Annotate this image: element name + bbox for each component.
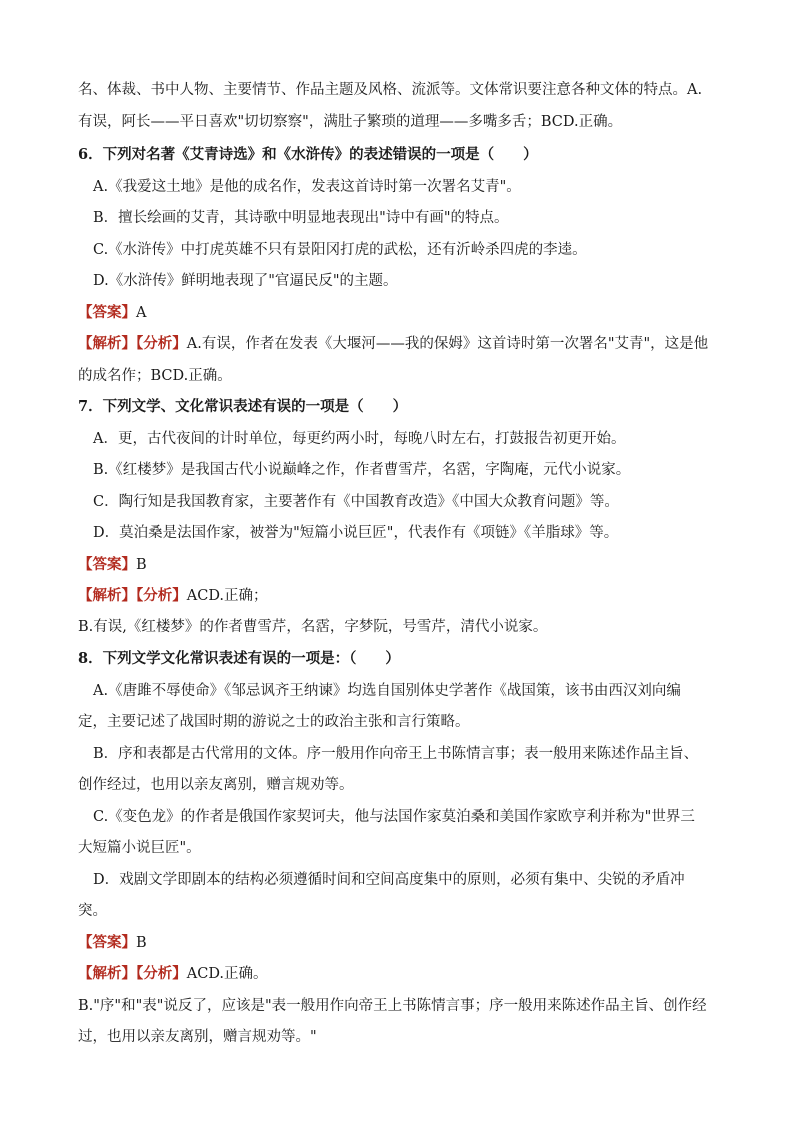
q8-option-b-line-1: B．序和表都是古代常用的文体。序一般用作向帝王上书陈情言事；表一般用来陈述作品主旨、 (93, 746, 699, 762)
analysis-tag: 【解析】 (78, 587, 136, 604)
q7-option-d: D．莫泊桑是法国作家，被誉为"短篇小说巨匠"，代表作有《项链》《羊脂球》等。 (93, 525, 619, 541)
q8-analysis-line-2: B."序"和"表"说反了，应该是"表一般用作向帝王上书陈情言事；序一般用来陈述作品主旨、创作经 (78, 998, 707, 1014)
analysis-subtag: 【分析】 (136, 587, 187, 604)
q7-analysis-line-1 (78, 586, 268, 606)
q8-stem: 8．下列文学文化常识表述有误的一项是：（ ） (78, 650, 400, 667)
analysis-text: ACD.正确； (186, 588, 268, 604)
q8-analysis-line-1 (78, 964, 268, 984)
analysis-text: ACD.正确。 (186, 966, 268, 982)
analysis-tag: 【解析】 (78, 965, 136, 982)
q6-stem: 6．下列对名著《艾青诗选》和《水浒传》的表述错误的一项是（ ） (78, 146, 538, 163)
q8-analysis-line-3: 过，也用以亲友离别，赠言规劝等。" (78, 1029, 317, 1045)
q6-option-d: D.《水浒传》鲜明地表现了"官逼民反"的主题。 (93, 273, 398, 289)
analysis-subtag: 【分析】 (136, 335, 187, 352)
q8-option-d-line-1: D．戏剧文学即剧本的结构必须遵循时间和空间高度集中的原则，必须有集中、尖锐的矛盾冲 (93, 872, 685, 888)
q7-option-a: A．更，古代夜间的计时单位，每更约两小时，每晚八时左右，打鼓报告初更开始。 (93, 431, 626, 447)
q7-option-b: B.《红楼梦》是我国古代小说巅峰之作，作者曹雪芹，名霑，字陶庵，元代小说家。 (93, 462, 631, 478)
q7-analysis-line-2: B.有误,《红楼梦》的作者曹雪芹，名霑，字梦阮，号雪芹，清代小说家。 (78, 619, 548, 635)
q7-stem: 7．下列文学、文化常识表述有误的一项是（ ） (78, 398, 408, 415)
intro-line-1: 名、体裁、书中人物、主要情节、作品主题及风格、流派等。文体常识要注意各种文体的特点。A. (78, 82, 703, 98)
q6-option-b: B．擅长绘画的艾青，其诗歌中明显地表现出"诗中有画"的特点。 (93, 210, 509, 226)
q8-option-c-line-1: C.《变色龙》的作者是俄国作家契诃夫，他与法国作家莫泊桑和美国作家欧亨利并称为"世界三 (93, 809, 695, 825)
q6-option-c: C.《水浒传》中打虎英雄不只有景阳冈打虎的武松，还有沂岭杀四虎的李逵。 (93, 242, 587, 258)
q6-answer (78, 303, 146, 323)
q7-answer (78, 555, 147, 575)
answer-value: B (136, 557, 147, 573)
q7-option-c: C．陶行知是我国教育家，主要著作有《中国教育改造》《中国大众教育问题》等。 (93, 494, 619, 510)
answer-value: A (136, 305, 147, 321)
intro-line-2: 有误，阿长——平日喜欢"切切察察"，满肚子繁琐的道理——多嘴多舌；BCD.正确。 (78, 114, 623, 130)
q8-option-b-line-2: 创作经过，也用以亲友离别，赠言规劝等。 (78, 777, 354, 793)
q8-option-d-line-2: 突。 (78, 903, 107, 919)
analysis-subtag: 【分析】 (136, 965, 187, 982)
q6-analysis-line-2: 的成名作；BCD.正确。 (78, 368, 232, 384)
answer-tag: 【答案】 (78, 304, 136, 321)
q6-analysis-line-1 (78, 334, 708, 354)
answer-tag: 【答案】 (78, 934, 136, 951)
q6-option-a: A.《我爱这土地》是他的成名作，发表这首诗时第一次署名艾青"。 (93, 179, 521, 195)
analysis-text: A.有误，作者在发表《大堰河——我的保姆》这首诗时第一次署名"艾青"，这是他 (186, 336, 709, 352)
q8-option-a-line-2: 定，主要记述了战国时期的游说之士的政治主张和言行策略。 (78, 714, 470, 730)
q8-option-c-line-2: 大短篇小说巨匠"。 (78, 840, 201, 856)
answer-tag: 【答案】 (78, 556, 136, 573)
answer-value: B (136, 935, 147, 951)
analysis-tag: 【解析】 (78, 335, 136, 352)
q8-answer (78, 933, 147, 953)
q8-option-a-line-1: A.《唐雎不辱使命》《邹忌讽齐王纳谏》均选自国别体史学著作《战国策，该书由西汉刘向编 (93, 683, 681, 699)
